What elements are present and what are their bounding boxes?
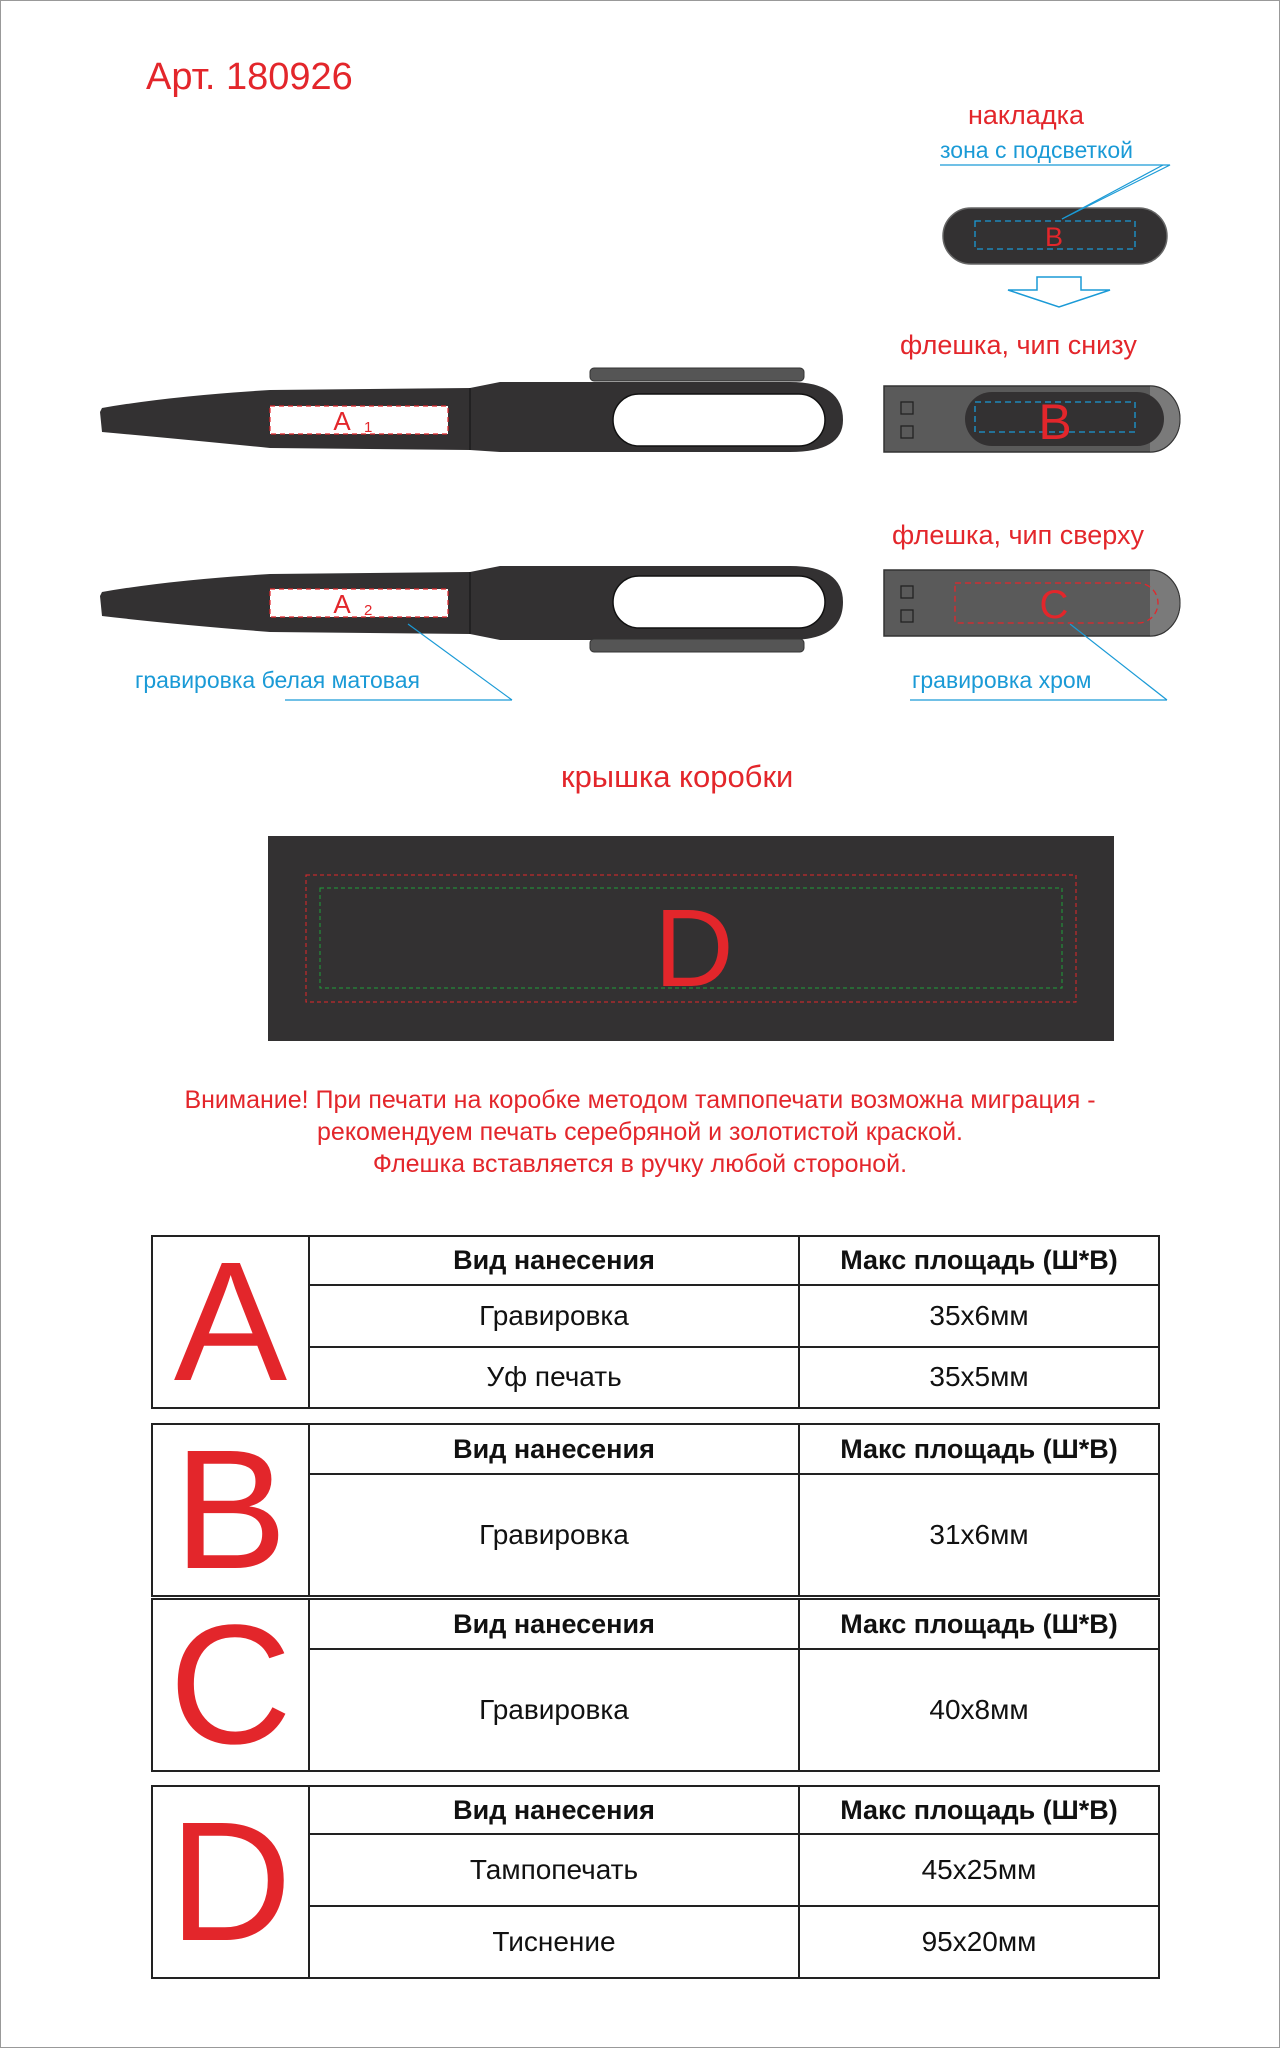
usb-chip-bottom <box>884 386 1180 452</box>
spec-table-a <box>151 1227 1160 1417</box>
table-letter: B <box>152 1424 309 1596</box>
table-letter: D <box>152 1786 309 1978</box>
table-cell: 31x6мм <box>799 1474 1159 1596</box>
chip-bottom-zone-letter: B <box>1038 394 1072 450</box>
box-zone-letter: D <box>654 887 734 1010</box>
label-engrave-white: гравировка белая матовая <box>135 667 420 693</box>
overlay-zone-letter: B <box>1044 222 1064 252</box>
header-max-area: Макс площадь (Ш*В) <box>799 1236 1159 1285</box>
table-letter: C <box>152 1599 309 1771</box>
table-cell: Гравировка <box>309 1649 799 1771</box>
warning-line-1: Внимание! При печати на коробке методом тампопечати возможна миграция - <box>184 1086 1096 1114</box>
table-cell: Гравировка <box>309 1474 799 1596</box>
usb-chip-top <box>884 570 1180 700</box>
zone-a1-sub: 1 <box>364 419 373 436</box>
label-box-lid: крышка коробки <box>561 759 794 794</box>
label-engrave-chrome: гравировка хром <box>912 667 1092 693</box>
header-application-type: Вид нанесения <box>309 1236 799 1285</box>
zone-a1-letter: A <box>333 406 351 436</box>
warning-line-2: рекомендуем печать серебряной и золотистой краской. <box>317 1118 963 1146</box>
table-cell: Уф печать <box>309 1347 799 1408</box>
header-max-area: Макс площадь (Ш*В) <box>799 1424 1159 1474</box>
warning-text <box>0 1084 1280 1180</box>
label-overlay: накладка <box>968 100 1084 130</box>
table-cell: 40x8мм <box>799 1649 1159 1771</box>
label-chip-top: флешка, чип сверху <box>892 520 1145 550</box>
spec-table-d <box>151 1785 1160 1979</box>
spec-table-c <box>151 1590 1160 1780</box>
header-max-area: Макс площадь (Ш*В) <box>799 1786 1159 1834</box>
article-number: Арт. 180926 <box>146 56 353 98</box>
table-cell-embossing-area: 95x20мм <box>799 1906 1159 1978</box>
pen-top <box>100 368 843 452</box>
label-backlit-zone: зона с подсветкой <box>940 137 1133 163</box>
table-cell-pad-print: Тампопечать <box>309 1834 799 1906</box>
header-max-area: Макс площадь (Ш*В) <box>799 1599 1159 1649</box>
label-chip-bottom: флешка, чип снизу <box>900 330 1137 360</box>
table-cell-embossing: Тиснение <box>309 1906 799 1978</box>
table-cell: 35x6мм <box>799 1285 1159 1346</box>
warning-line-3: Флешка вставляется в ручку любой стороной. <box>372 1150 908 1178</box>
arrow-down-icon <box>1008 277 1110 307</box>
overlay-piece <box>940 165 1170 264</box>
zone-a2-sub: 2 <box>364 602 373 619</box>
table-cell: 35x5мм <box>799 1347 1159 1408</box>
table-cell-pad-print-area: 45x25мм <box>799 1834 1159 1906</box>
table-cell: Гравировка <box>309 1285 799 1346</box>
box-lid <box>268 836 1114 1041</box>
pen-bottom <box>100 566 843 700</box>
zone-a2-letter: A <box>333 589 351 619</box>
header-application-type: Вид нанесения <box>309 1786 799 1834</box>
table-letter: A <box>152 1236 309 1408</box>
header-application-type: Вид нанесения <box>309 1599 799 1649</box>
chip-top-zone-letter: C <box>1039 583 1069 627</box>
header-application-type: Вид нанесения <box>309 1424 799 1474</box>
spec-table-b <box>151 1415 1160 1605</box>
